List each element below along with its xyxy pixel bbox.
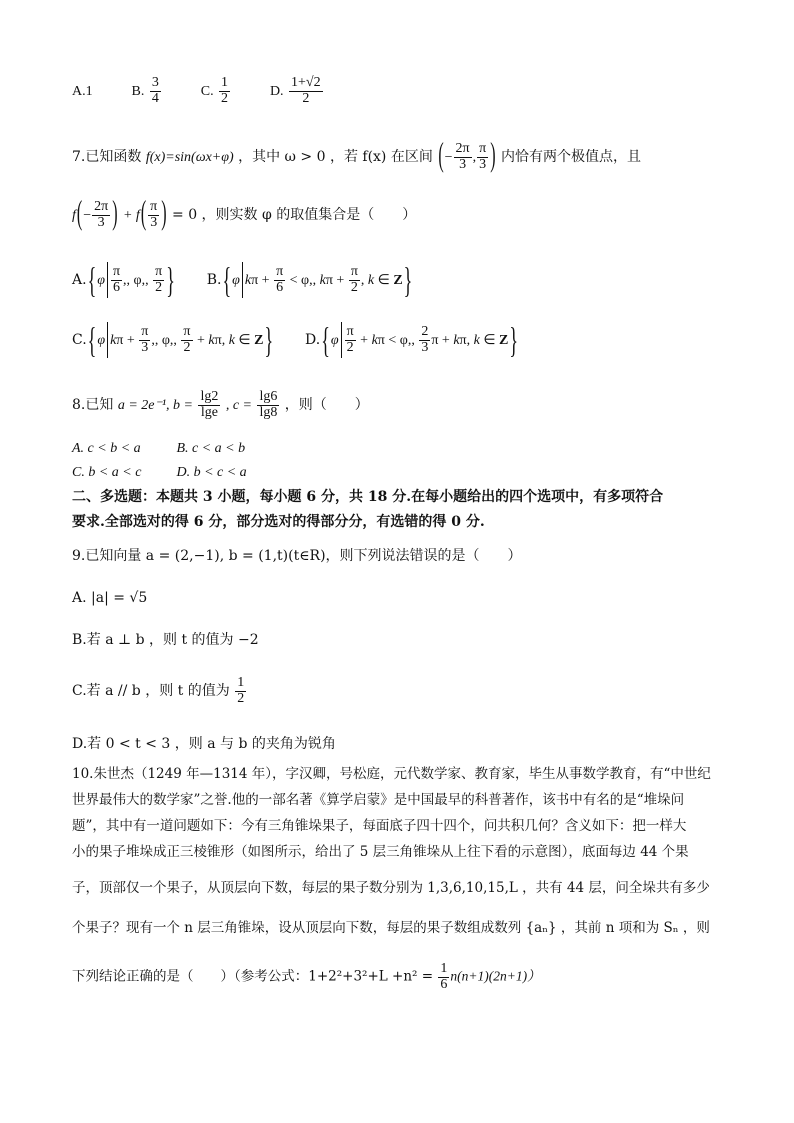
q7-options-ab: A.{φ $\frac{\pi}{6}$ ,, φ,, $\frac{\pi}{2}$ } B.{φ kπ + $\frac{\pi}{6}$ < φ,, kπ + $\frac{\pi}{2}$ , k ∈ Z}	[72, 260, 413, 300]
q7-option-d-label: D.	[305, 332, 321, 348]
q6-option-d-label: D.	[269, 84, 284, 100]
q6-option-a: A.1	[72, 84, 93, 100]
q8-option-d: D. b < c < a	[176, 465, 247, 480]
q9-option-a: A. |a| = √5	[72, 590, 148, 606]
section2-heading-line1: 二、多选题：本题共 3 小题，每小题 6 分，共 18 分.在每小题给出的四个选项中，有多项符合	[72, 489, 664, 505]
q7-condition: ，其中 ω > 0 ，若 f(x) 在区间	[238, 149, 433, 166]
q6-option-d-fraction: $\frac{1+√2}{2}$	[291, 75, 321, 106]
q6-option-c-label: C.	[200, 84, 214, 100]
q7-option-b-label: B.	[206, 272, 222, 288]
q9-option-c-fraction: $\frac{1}{2}$	[237, 675, 245, 706]
q10-line4: 小的果子堆垛成正三棱锥形（如图所示，给出了 5 层三角锥垛从上往下看的示意图），底面每边 44 个果	[72, 844, 689, 860]
q7-prefix: 7.已知函数	[72, 149, 142, 166]
q6-option-b-fraction: $\frac{3}{4}$	[151, 75, 159, 106]
q7-question-end: = 0 ，则实数 φ 的取值集合是（ ）	[172, 207, 417, 224]
q8-c-fraction: $\frac{\lg 6}{\lg 8}$	[259, 389, 278, 420]
q7-interval-right: $\frac{\pi}{3}$	[479, 141, 487, 172]
q7-after-interval: 内恰有两个极值点，且	[500, 149, 641, 166]
q7-stem-line1: 7.已知函数 f(x)=sin(ωx+φ) ，其中 ω > 0 ，若 f(x) 在区间 (− $\frac{2\pi}{3}$ , $\frac{\pi}{3}$ ) 内恰有两个极值点，且	[72, 138, 641, 174]
q8-option-b: B. c < a < b	[176, 441, 246, 456]
q8-stem: 8.已知 a = 2e⁻¹, b = $\frac{\lg 2}{\lg e}$ , c = $\frac{\lg 6}{\lg 8}$ ，则（ ）	[72, 389, 369, 420]
q7-option-c-label: C.	[72, 332, 87, 348]
q7-function: f(x)=sin(ωx+φ)	[145, 150, 234, 166]
q9-option-c: C.若 a // b ，则 t 的值为 $\frac{1}{2}$	[72, 675, 245, 706]
q6-options-row	[72, 76, 324, 106]
q6-option-b-label: B.	[131, 84, 145, 100]
q7-stem-line2: f(− $\frac{2\pi}{3}$ ) + f( $\frac{\pi}{3}$ ) = 0 ，则实数 φ 的取值集合是（ ）	[72, 196, 417, 232]
q10-formula-fraction: $\frac{1}{6}$	[440, 961, 448, 992]
q9-option-d: D.若 0 < t < 3 ，则 a 与 b 的夹角为锐角	[72, 736, 336, 752]
q9-stem: 9.已知向量 a = (2,−1), b = (1,t)(t∈R)，则下列说法错误的是（ ）	[72, 548, 522, 564]
q10-line1: 10.朱世杰（1249 年—1314 年），字汉卿，号松庭，元代数学家、教育家，毕生从事数学教育，有“中世纪	[72, 766, 711, 782]
q8-option-c: C. b < a < c	[72, 465, 142, 480]
q8-b-fraction: $\frac{\lg 2}{\lg e}$	[200, 389, 219, 420]
q6-option-c-fraction: $\frac{1}{2}$	[221, 75, 229, 106]
q8-options-row2	[72, 464, 247, 482]
q10-line5: 子，顶部仅一个果子，从顶层向下数，每层的果子数分别为 1,3,6,10,15,L ，共有 44 层，问全垛共有多少	[72, 880, 710, 896]
q7-option-a-label: A.	[72, 272, 87, 288]
q7-options-cd: C.{φ kπ + $\frac{\pi}{3}$ ,, φ,, $\frac{\pi}{2}$ + kπ, k ∈ Z} D.{φ $\frac{\pi}{2}$ + kπ < φ,, $\frac{2}{3}$ π + kπ, k ∈ Z}	[72, 320, 519, 360]
q8-option-a: A. c < b < a	[72, 441, 141, 456]
q10-line7: 下列结论正确的是（ ）（参考公式：1+2²+3²+L +n² = $\frac{1}{6}$ n(n+1)(2n+1)）	[72, 961, 541, 992]
q9-option-b: B.若 a ⊥ b ，则 t 的值为 −2	[72, 632, 259, 648]
q10-line3: 题”，其中有一道问题如下：今有三角锥垛果子，每面底子四十四个，问共积几何？含义如下：把一样大	[72, 818, 687, 834]
q10-line6: 个果子？现有一个 n 层三角锥垛，设从顶层向下数，每层的果子数组成数列 {aₙ} ，其前 n 项和为 Sₙ ，则	[72, 920, 710, 936]
q7-interval-left: $\frac{2\pi}{3}$	[455, 141, 470, 172]
q8-options-row1	[72, 440, 245, 458]
section2-heading-line2: 要求.全部选对的得 6 分，部分选对的得部分分，有选错的得 0 分.	[72, 514, 485, 530]
q10-line2: 世界最伟大的数学家”之誉.他的一部名著《算学启蒙》是中国最早的科普著作，该书中有名的是“堆垛问	[72, 792, 685, 808]
